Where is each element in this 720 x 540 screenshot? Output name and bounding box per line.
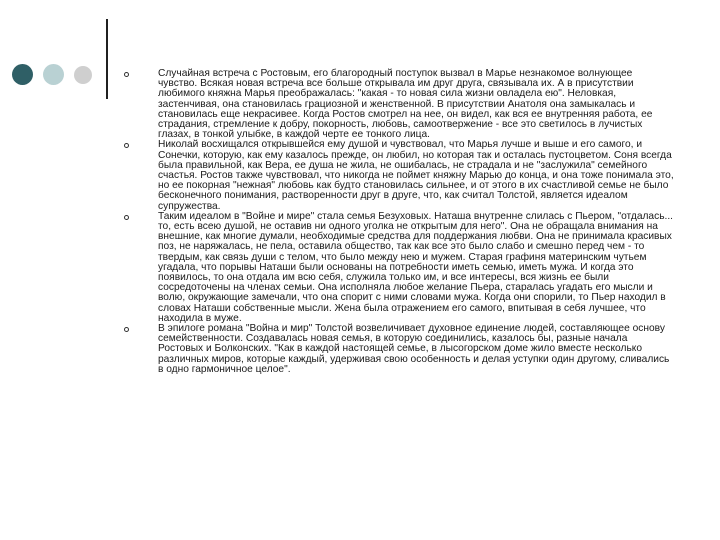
decor-dot-dark xyxy=(12,64,33,85)
decor-vertical-line xyxy=(106,19,108,99)
bullet-icon xyxy=(124,72,129,77)
paragraph-text: Таким идеалом в "Войне и мире" стала семья Безуховых. Наташа внутренне слилась с Пьером, "отдалась... то, есть всею душой, не оставив ни одного уголка не открытым для него". Она не обращала внимания на внешние, как многие думали, необходимые средства для поддержания любви. Она не принимала красивых поз, не наряжалась, не пела, оставила общество, так как все это было слабо и смешно перед чем - то твердым, как связь души с телом, что было между нею и мужем. Старая графиня материнским чутьем угадала, что порывы Наташи были основаны на потребности иметь семью, иметь мужа. И когда это появилось, то она отдала им всю себя, служила только им, и все интересы, вся жизнь ее были сосредоточены на членах семьи. Она исполняла любое желание Пьера, старалась угадать его мысли и волю, окружающие замечали, что она спорит с ними словами мужа. Когда они спорили, то Пьер находил в словах Наташи собственные мысли. Жена была отражением его самого, впитывая в себя лучшее, что находила в муже. xyxy=(158,210,673,324)
paragraph-text: Николай восхищался открывшейся ему душой и чувствовал, что Марья лучше и выше и его самого, и Сонечки, которую, как ему казалось прежде, он любил, но которая так и осталась пустоцветом. Соня всегда была правильной, как Вера, ее душа не жила, не ошибалась, не страдала и не "заслужила" семейного счастья. Ростов также чувствовал, что никогда не поймет княжну Марью до конца, и она тоже понимала это, но ее покорная "нежная" любовь как будто становилась сильнее, и от этого в их счастливой семье не было бесконечного понимания, растворенности друг в друге, что, как считал Толстой, является идеалом супружества. xyxy=(158,139,674,212)
bullet-list xyxy=(124,69,674,375)
bullet-icon xyxy=(124,143,129,148)
paragraph-text: В эпилоге романа "Война и мир" Толстой возвеличивает духовное единение людей, составляющее основу семейственности. Создавалась новая семья, в которую соединились, казалось бы, разные начала Ростовых и Болконских. "Как в каждой настоящей семье, в лысогорском доме жило вместе несколько различных миров, которые каждый, удерживая свою особенность и делая уступки один другому, сливались в одно гармоничное целое". xyxy=(158,323,670,375)
list-item xyxy=(124,69,674,140)
list-item xyxy=(124,212,674,324)
list-item xyxy=(124,140,674,211)
list-item xyxy=(124,324,674,375)
decor-dot-light xyxy=(43,64,64,85)
bullet-icon xyxy=(124,327,129,332)
decor-dot-gray xyxy=(74,66,92,84)
paragraph-text: Случайная встреча с Ростовым, его благородный поступок вызвал в Марье незнакомое волнующее чувство. Всякая новая встреча все больше открывала им друг друга, связывала их. А в присутствии любимого княжна Марья преображалась: "какая - то новая сила жизни овладела ею". Неловкая, застенчивая, она становилась грациозной и женственной. В присутствии Анатоля она замыкалась и становилась еще некрасивее. Когда Ростов смотрел на нее, он видел, как вся ее внутренняя работа, ее страдания, стремление к добру, покорность, любовь, самоотвержение - все это светилось в лучистых глазах, в тонкой улыбке, в каждой черте ее тонкого лица. xyxy=(158,68,653,141)
bullet-icon xyxy=(124,215,129,220)
